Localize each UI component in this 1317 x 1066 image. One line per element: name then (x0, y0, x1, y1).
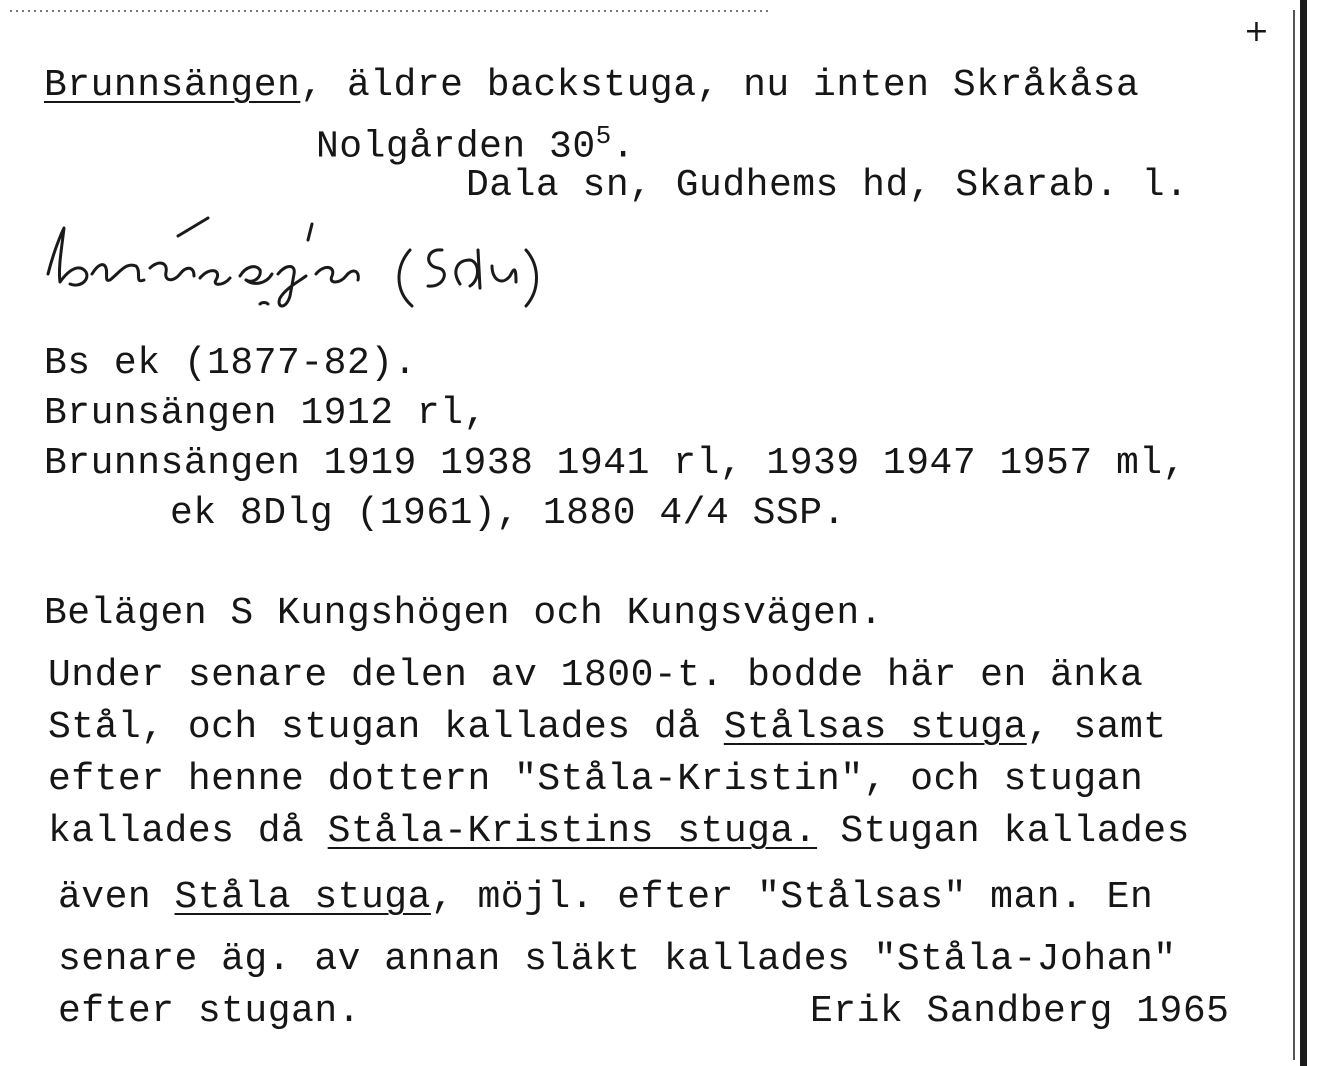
place-name: Brunnsängen (44, 64, 301, 107)
source-line-2: Brunsängen 1912 rl, (44, 392, 487, 435)
name-stala-stuga: Ståla stuga (174, 876, 431, 919)
history-line-3: efter henne dottern "Ståla-Kristin", och stugan (48, 758, 1144, 801)
plus-mark: + (1243, 14, 1269, 49)
history-line-4 (48, 810, 1190, 854)
name-stala-kristins-stuga: Ståla-Kristins stuga. (327, 810, 818, 853)
history-line-4-a: kallades då (48, 810, 328, 853)
source-line-1: Bs ek (1877-82). (44, 342, 417, 385)
card-right-edge (1300, 0, 1307, 1066)
header-line-2-sup: 5 (595, 121, 612, 151)
header-line-2 (316, 114, 635, 170)
history-line-4-b: Stugan kallades (817, 810, 1190, 853)
history-line-6: senare äg. av annan släkt kallades "Ståla-Johan" (58, 938, 1177, 981)
header-line-2-text: Nolgården 30 (316, 125, 596, 169)
card-right-edge-inner (1293, 10, 1295, 1060)
source-line-4: ek 8Dlg (1961), 1880 4/4 SSP. (170, 492, 846, 535)
location-line: Belägen S Kungshögen och Kungsvägen. (44, 592, 883, 635)
top-edge-dots (10, 10, 770, 12)
history-line-2-a: Stål, och stugan kallades då (48, 706, 724, 749)
history-line-5-b: , möjl. efter "Stålsas" man. En (430, 876, 1154, 919)
source-line-3: Brunnsängen 1919 1938 1941 rl, 1939 1947 1957 ml, (44, 442, 1186, 485)
history-line-1: Under senare delen av 1800-t. bodde här en änka (48, 654, 1144, 697)
handwritten-note (40, 210, 660, 320)
header-line-3: Dala sn, Gudhems hd, Skarab. l. (466, 164, 1189, 207)
history-line-5-a: även (58, 876, 175, 919)
signature: Erik Sandberg 1965 (810, 990, 1230, 1033)
name-stalsas-stuga: Stålsas stuga (723, 706, 1027, 749)
history-line-7: efter stugan. (58, 990, 361, 1033)
history-line-2 (48, 706, 1167, 750)
history-line-5 (58, 876, 1153, 920)
history-line-2-b: , samt (1026, 706, 1167, 749)
header-line-1-rest: , äldre backstuga, nu inten Skråkåsa (300, 64, 1140, 107)
header-line-2-end: . (611, 125, 636, 169)
header-line-1 (44, 64, 1139, 108)
